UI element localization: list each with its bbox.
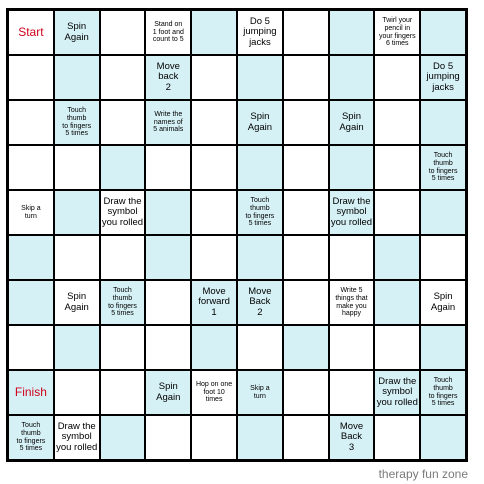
board-square [145,415,191,460]
board-square [145,190,191,235]
board-square [100,415,146,460]
board-square [420,100,466,145]
board-square-skip-a [237,370,283,415]
board-square-spin [237,100,283,145]
board-square [374,100,420,145]
board-square-skip-a [8,190,54,235]
square-label: Spin Again [156,380,181,403]
board-square-touch [8,415,54,460]
board-square [54,370,100,415]
board-square-draw-the [100,190,146,235]
board-square [374,235,420,280]
square-label: Do 5 jumping jacks [426,60,460,93]
board-square-do-5 [237,10,283,55]
square-label: Skip a turn [250,384,270,400]
board-square [329,145,375,190]
board-square-write-the [145,100,191,145]
square-label: Spin Again [339,110,364,133]
board-square-spin [420,280,466,325]
board-square [329,370,375,415]
board-square [54,145,100,190]
board-square [283,10,329,55]
board-square [329,235,375,280]
square-label: Finish [14,384,47,399]
board-square [100,325,146,370]
board-square-spin [54,10,100,55]
square-label: Do 5 jumping jacks [243,15,277,48]
board-square [374,415,420,460]
board-square-write-5 [329,280,375,325]
board-square [283,235,329,280]
board-square [8,280,54,325]
board-square-do-5 [420,55,466,100]
board-square [145,235,191,280]
board-square [100,145,146,190]
board-square [329,10,375,55]
board-square [191,190,237,235]
board-square [374,325,420,370]
board-square-spin [145,370,191,415]
board-square [8,325,54,370]
board-square [191,55,237,100]
board-square [420,190,466,235]
board-square [100,10,146,55]
square-label: Start [18,24,44,39]
square-label: Move back 2 [156,60,180,93]
board-square [237,145,283,190]
board-square-spin [329,100,375,145]
square-label: Touch thumb to fingers 5 times [428,151,458,183]
board-square-move [191,280,237,325]
board-square-move [145,55,191,100]
board-square [8,100,54,145]
square-label: Spin Again [64,20,89,43]
square-label: Touch thumb to fingers 5 times [108,286,137,318]
board-square [329,325,375,370]
board-square [283,325,329,370]
board-square-move [237,280,283,325]
board-square [8,235,54,280]
board-square [237,55,283,100]
square-label: Spin Again [64,290,89,313]
board-square [374,55,420,100]
board-square-finish [8,370,54,415]
board-square [374,280,420,325]
square-label: Write the names of 5 animals [153,110,184,134]
board-square [145,280,191,325]
game-board [6,8,468,462]
square-label: Move Back 2 [248,285,272,318]
board-square [100,370,146,415]
board-square [283,100,329,145]
square-label: Touch thumb to fingers 5 times [428,376,458,408]
board-square-touch [420,370,466,415]
board-square-draw-the [54,415,100,460]
board-square [8,55,54,100]
square-label: Touch thumb to fingers 5 times [62,106,92,138]
square-label: Draw the symbol you rolled [56,420,98,453]
board-square [237,235,283,280]
board-square-draw-the [374,370,420,415]
board-square [54,235,100,280]
board-square [374,145,420,190]
board-square [283,145,329,190]
square-label: Hop on one foot 10 times [195,380,233,404]
square-label: Twirl your pencil in your fingers 6 times [379,16,416,48]
board-square [283,415,329,460]
board-square-spin [54,280,100,325]
board-square-stand-on [145,10,191,55]
board-square [374,190,420,235]
board-square-hop-on-one [191,370,237,415]
board-square-touch [54,100,100,145]
board-square [100,235,146,280]
board-square [100,100,146,145]
board-square-start [8,10,54,55]
board-square [283,370,329,415]
square-label: Stand on 1 foot and count to 5 [152,20,184,44]
square-label: Draw the symbol you rolled [101,195,144,228]
board-square [191,415,237,460]
square-label: Move Back 3 [339,420,364,453]
board-square-touch [420,145,466,190]
board-square [420,10,466,55]
credit-text: therapy fun zone [378,467,468,481]
board-square [145,325,191,370]
board-square-touch [100,280,146,325]
board-square-twirl-your [374,10,420,55]
square-label: Draw the symbol you rolled [376,375,418,408]
board-square-draw-the [329,190,375,235]
board-square-touch [237,190,283,235]
square-label: Touch thumb to fingers 5 times [16,421,46,453]
board-square [191,235,237,280]
square-label: Skip a turn [21,204,41,220]
board-square [420,325,466,370]
board-square [420,415,466,460]
board-square [191,145,237,190]
board-square [237,415,283,460]
square-label: Draw the symbol you rolled [330,195,373,228]
board-square-move [329,415,375,460]
board-square [283,280,329,325]
board-square [100,55,146,100]
square-label: Touch thumb to fingers 5 times [245,196,275,228]
square-label: Spin Again [247,110,273,133]
board-square [8,145,54,190]
square-label: Write 5 things that make you happy [335,286,368,318]
square-label: Spin Again [430,290,456,313]
board-square [191,10,237,55]
board-square [420,235,466,280]
board-square [54,55,100,100]
board-square [145,145,191,190]
board-square [54,190,100,235]
board-square [191,100,237,145]
square-label: Move forward 1 [198,285,230,318]
board-square [329,55,375,100]
board-square [191,325,237,370]
board-square [54,325,100,370]
board-square [283,55,329,100]
board-square [283,190,329,235]
board-square [237,325,283,370]
